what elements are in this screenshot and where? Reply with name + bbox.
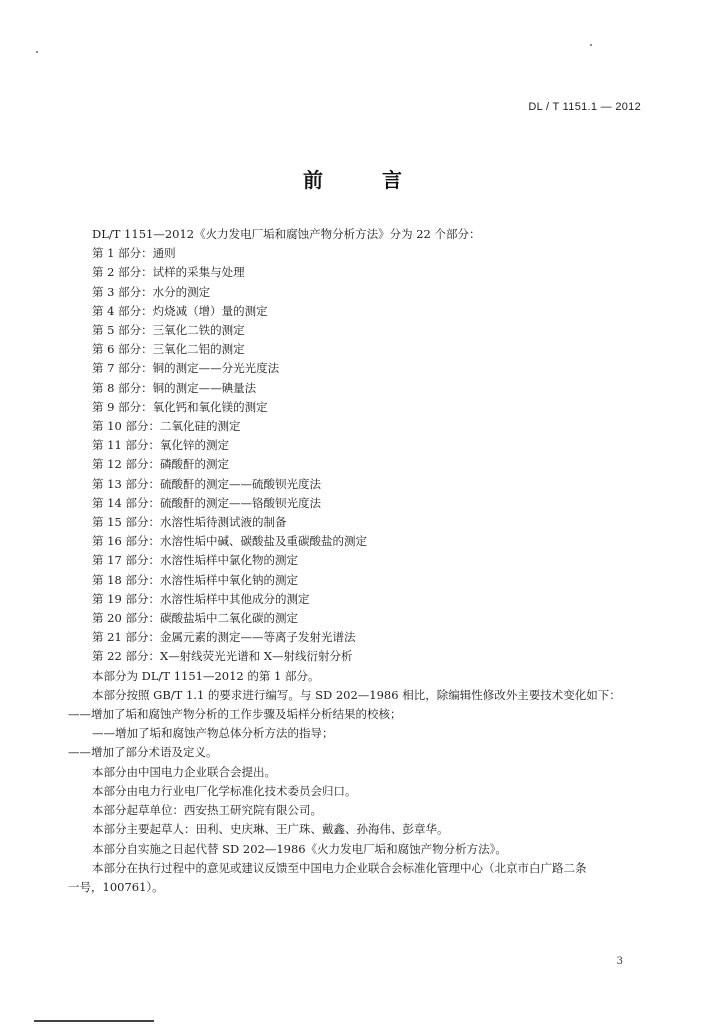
parts-list (92, 244, 641, 666)
part-list-item (92, 302, 641, 321)
paragraph-drafting-unit: 本部分起草单位：西安热工研究院有限公司。 (92, 803, 322, 818)
part-title: 硫酸酐的测定——硫酸钡光度法 (159, 476, 321, 491)
part-list-item (92, 571, 641, 590)
part-title: 灼烧减（增）量的测定 (152, 303, 268, 318)
part-label: 第 6 部分： (92, 342, 153, 357)
scan-speck (590, 44, 592, 46)
part-title: 水溶性垢样中氧化钠的测定 (159, 572, 298, 587)
part-label: 第 17 部分： (92, 553, 160, 568)
part-list-item (92, 609, 641, 628)
part-list-item (92, 379, 641, 398)
part-label: 第 20 部分： (92, 611, 160, 626)
part-title: 三氧化二铁的测定 (152, 323, 245, 338)
change-item-2: ——增加了垢和腐蚀产物总体分析方法的指导； (92, 726, 334, 741)
standard-code: DL / T 1151.1 — 2012 (528, 101, 641, 113)
part-list-item (92, 263, 641, 282)
scan-speck (36, 51, 38, 53)
paragraph-replaces: 本部分自实施之日起代替 SD 202—1986《火力发电厂垢和腐蚀产物分析方法》。 (92, 841, 507, 856)
part-list-item (92, 628, 641, 647)
part-list-item (92, 551, 641, 570)
part-title: 碳酸盐垢中二氧化碳的测定 (159, 611, 298, 626)
part-list-item (92, 398, 641, 417)
part-label: 第 11 部分： (92, 438, 160, 453)
part-label: 第 4 部分： (92, 303, 153, 318)
part-list-item (92, 513, 641, 532)
part-label: 第 10 部分： (92, 419, 160, 434)
paragraph-feedback: 本部分在执行过程中的意见或建议反馈至中国电力企业联合会标准化管理中心（北京市白广路二条 (92, 860, 587, 875)
part-list-item (92, 283, 641, 302)
part-title: 磷酸酐的测定 (159, 457, 229, 472)
part-label: 第 3 部分： (92, 284, 153, 299)
paragraph-feedback-continued: 一号，100761）。 (68, 879, 164, 894)
part-list-item (92, 340, 641, 359)
part-label: 第 19 部分： (92, 591, 160, 606)
part-list-item (92, 647, 641, 666)
change-item-1: ——增加了垢和腐蚀产物分析的工作步骤及垢样分析结果的校核； (68, 707, 402, 722)
paragraph-proposer: 本部分由中国电力企业联合会提出。 (92, 764, 276, 779)
part-list-item (92, 436, 641, 455)
paragraph-drafting-rules: 本部分按照 GB/T 1.1 的要求进行编写。与 SD 202—1986 相比，除编辑性修改外主要技术变化如下： (92, 687, 621, 702)
part-list-item (92, 455, 641, 474)
part-label: 第 12 部分： (92, 457, 160, 472)
part-title: 氧化钙和氧化镁的测定 (152, 399, 268, 414)
paragraph-drafters: 本部分主要起草人：田利、史庆琳、王广珠、戴鑫、孙海伟、彭章华。 (92, 822, 449, 837)
scan-edge-mark (34, 1020, 154, 1022)
part-title: 水溶性垢中碱、碳酸盐及重碳酸盐的测定 (159, 534, 367, 549)
part-list-item (92, 494, 641, 513)
part-label: 第 22 部分： (92, 649, 160, 664)
part-title: 金属元素的测定——等离子发射光谱法 (159, 630, 356, 645)
part-title: X—射线荧光光谱和 X—射线衍射分析 (159, 649, 353, 664)
part-label: 第 2 部分： (92, 265, 153, 280)
part-list-item (92, 417, 641, 436)
paragraph-committee: 本部分由电力行业电厂化学标准化技术委员会归口。 (92, 783, 357, 798)
part-title: 通则 (152, 246, 176, 261)
part-label: 第 5 部分： (92, 323, 153, 338)
part-label: 第 13 部分： (92, 476, 160, 491)
paragraph-part-statement: 本部分为 DL/T 1151—2012 的第 1 部分。 (92, 668, 320, 683)
part-title: 水溶性垢样中其他成分的测定 (159, 591, 310, 606)
part-title: 水分的测定 (152, 284, 211, 299)
part-label: 第 9 部分： (92, 399, 153, 414)
page-number: 3 (616, 956, 623, 967)
part-label: 第 1 部分： (92, 246, 153, 261)
part-label: 第 18 部分： (92, 572, 160, 587)
preface-body (68, 225, 641, 897)
part-list-item (92, 244, 641, 263)
part-list-item (92, 359, 641, 378)
part-list-item (92, 590, 641, 609)
part-title: 硫酸酐的测定——铬酸钡光度法 (159, 495, 321, 510)
part-list-item (92, 532, 641, 551)
part-title: 水溶性垢样中氯化物的测定 (159, 553, 298, 568)
intro-paragraph: DL/T 1151—2012《火力发电厂垢和腐蚀产物分析方法》分为 22 个部分： (92, 227, 481, 241)
part-title: 氧化锌的测定 (159, 438, 229, 453)
part-title: 二氧化硅的测定 (159, 419, 241, 434)
part-label: 第 8 部分： (92, 380, 153, 395)
part-title: 铜的测定——碘量法 (152, 380, 257, 395)
part-title: 铜的测定——分光光度法 (152, 361, 280, 376)
part-list-item (92, 321, 641, 340)
part-title: 水溶性垢待测试液的制备 (159, 515, 287, 530)
part-label: 第 16 部分： (92, 534, 160, 549)
part-list-item (92, 475, 641, 494)
part-title: 试样的采集与处理 (152, 265, 245, 280)
part-title: 三氧化二铝的测定 (152, 342, 245, 357)
page-title: 前 言 (303, 168, 428, 192)
part-label: 第 14 部分： (92, 495, 160, 510)
part-label: 第 21 部分： (92, 630, 160, 645)
part-label: 第 15 部分： (92, 515, 160, 530)
part-label: 第 7 部分： (92, 361, 153, 376)
change-item-3: ——增加了部分术语及定义。 (68, 745, 218, 760)
